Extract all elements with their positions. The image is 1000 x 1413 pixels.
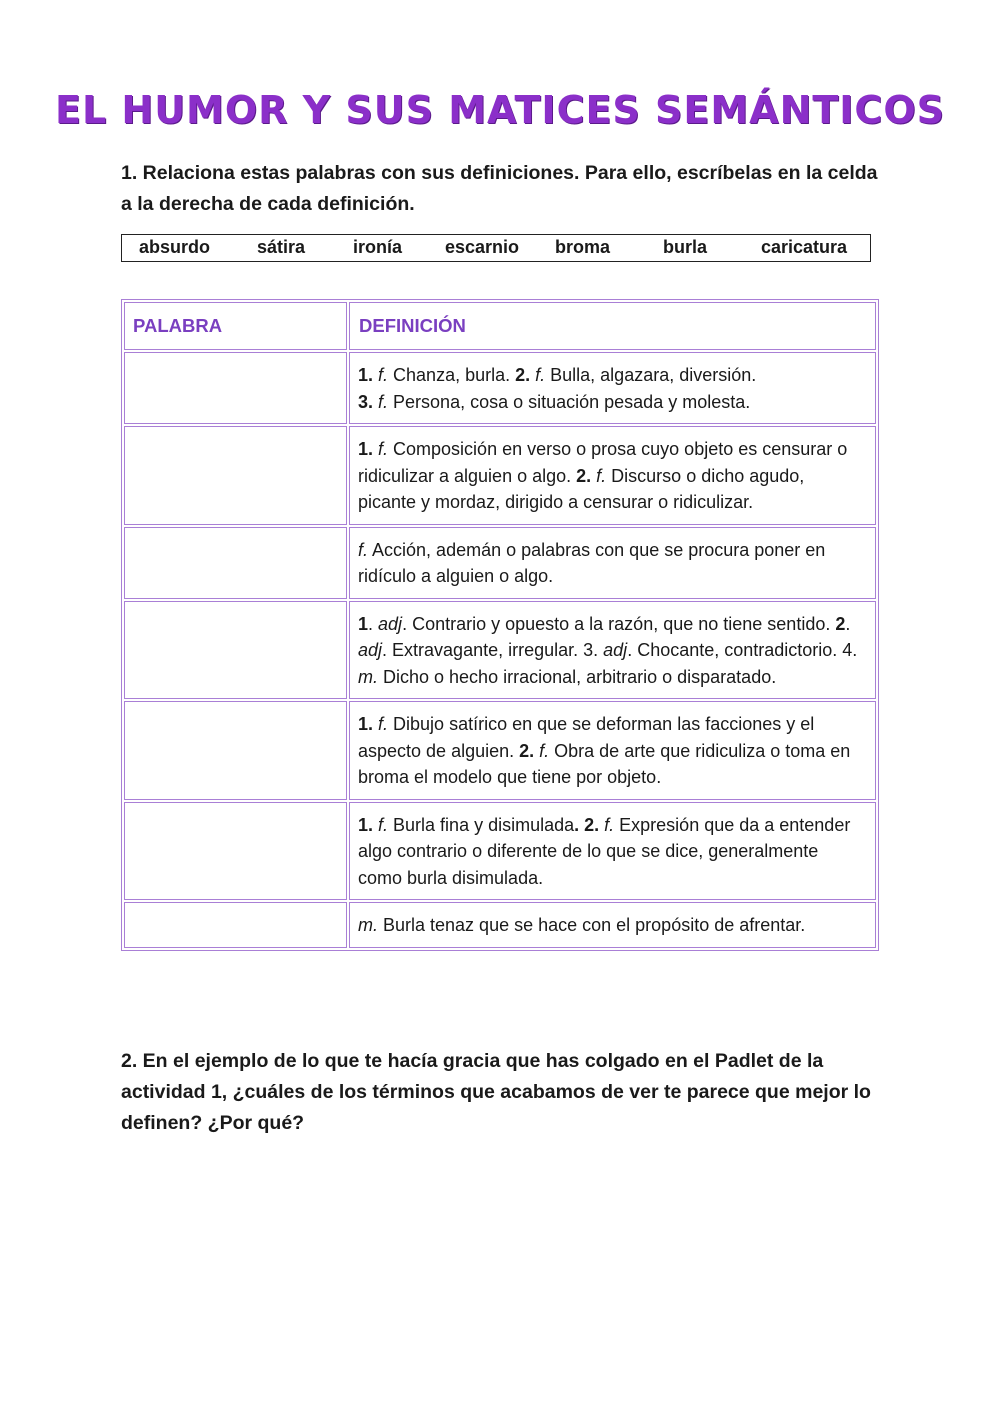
definition-text: 1. [358,714,379,734]
definition-cell: f. Acción, ademán o palabras con que se procura poner en ridículo a alguien o algo. [349,527,876,599]
definition-text: adj [358,640,383,660]
definition-text: f. [604,814,615,835]
word-answer-cell[interactable] [124,802,347,901]
definition-text: 1. [358,814,379,835]
definition-text: 2. [576,465,597,486]
definition-text: . 2. [574,814,605,835]
table-row [124,701,876,800]
definition-text: 2. [515,365,536,385]
page-title: EL HUMOR Y SUS MATICES SEMÁNTICOS [55,88,945,132]
word-bank-item: sátira [257,237,306,257]
definition-text: f. [535,365,546,385]
word-answer-cell[interactable] [124,902,347,948]
word-bank-item: absurdo [139,237,211,257]
definition-text: 2 [835,613,846,634]
table-row [124,601,876,700]
word-answer-cell[interactable] [124,601,347,700]
table-row [124,902,876,948]
word-bank [121,234,871,262]
word-answer-cell[interactable] [124,426,347,525]
table-row [124,802,876,901]
definition-text: adj [603,640,628,660]
word-bank-item: escarnio [445,237,520,257]
word-answer-cell[interactable] [124,527,347,599]
definition-text: f. [358,539,369,560]
definition-text: 3. [358,391,379,412]
definition-cell: 1. adj. Contrario y opuesto a la razón, que no tiene sentido. 2. adj. Extravagante, irregular. 3. adj. Chocante, contradictorio. 4. m. Dicho o hecho irracional, arbitrario o disparatado. [349,601,876,700]
definition-text: m. [358,666,378,687]
definitions-table [121,299,879,951]
table-row [124,426,876,525]
definition-cell: 1. f. Dibujo satírico en que se deforman las facciones y el aspecto de alguien. 2. f. Obra de arte que ridiculiza o toma en broma el modelo que tiene por objeto. [349,701,876,800]
definition-cell: 1. f. Composición en verso o prosa cuyo objeto es censurar o ridiculizar a alguien o algo. 2. f. Discurso o dicho agudo, picante y mordaz, dirigido a censurar o ridiculizar. [349,426,876,525]
table-header-row [124,302,876,350]
word-bank-item: ironía [353,237,403,257]
definition-text: f. [378,814,389,835]
word-answer-cell[interactable] [124,701,347,800]
definition-text: f. [378,439,389,459]
definition-text: 1. [358,439,379,459]
definition-text: f. [596,465,607,486]
header-word: PALABRA [124,302,347,350]
header-definition: DEFINICIÓN [349,302,876,350]
definition-text: f. [378,714,389,734]
word-answer-cell[interactable] [124,352,347,424]
definition-text: 2. [519,740,540,761]
word-bank-item: burla [663,237,708,257]
question-1: 1. Relaciona estas palabras con sus definiciones. Para ello, escríbelas en la celda a la derecha de cada definición. [121,162,878,215]
definition-cell: 1. f. Chanza, burla. 2. f. Bulla, algazara, diversión. 3. f. Persona, cosa o situación pesada y molesta. [349,352,876,424]
definition-text: f. [539,740,550,761]
definition-cell: 1. f. Burla fina y disimulada. 2. f. Expresión que da a entender algo contrario o diferente de lo que se dice, generalmente como burla disimulada. [349,802,876,901]
question-2: 2. En el ejemplo de lo que te hacía gracia que has colgado en el Padlet de la actividad 1, ¿cuáles de los términos que acabamos de ver te parece que mejor lo definen? ¿Por qué? [121,1050,871,1134]
definition-text: adj [378,613,403,634]
definition-text: f. [378,365,389,385]
definition-text: f. [378,391,389,412]
definition-text: 1 [358,613,369,634]
word-bank-item: broma [555,237,611,257]
definition-cell: m. Burla tenaz que se hace con el propósito de afrentar. [349,902,876,948]
table-row [124,352,876,424]
table-row [124,527,876,599]
definition-text: 1. [358,365,379,385]
definition-text: m. [358,915,378,935]
word-bank-item: caricatura [761,237,848,257]
